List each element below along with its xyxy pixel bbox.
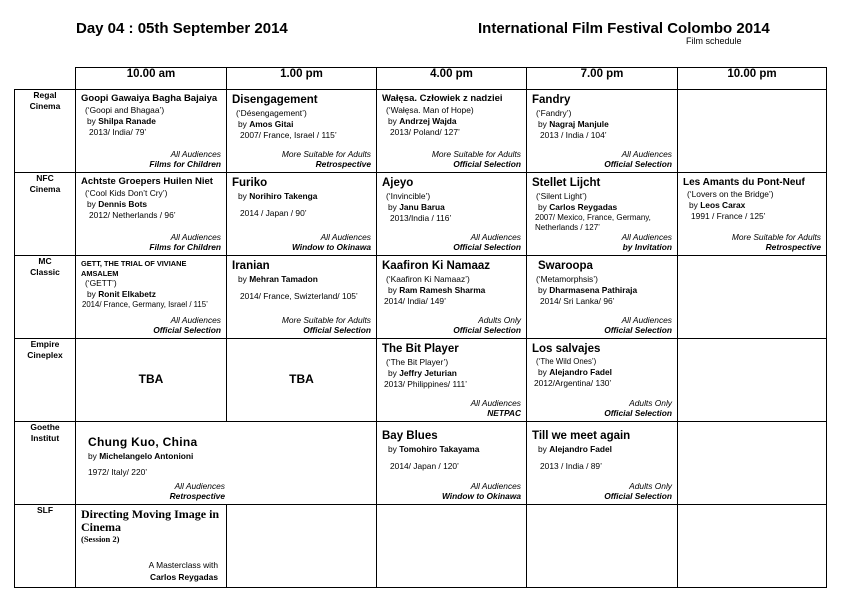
film-director-line: by Norihiro Takenga	[238, 190, 318, 201]
film-audience: Adults Only	[478, 314, 521, 325]
film-cell	[377, 173, 527, 256]
film-section: Retrospective	[315, 158, 371, 169]
film-audience: Adults Only	[629, 397, 672, 408]
schedule-day: Day 04 : 05th September 2014	[76, 20, 288, 37]
film-info: 2014/ Japan / 120’	[390, 460, 459, 471]
film-director: Jeffry Jeturian	[399, 367, 457, 378]
film-info: 2014 / Japan / 90’	[240, 207, 307, 218]
film-audience: All Audiences	[470, 480, 521, 491]
film-alt-title: (‘Invincible’)	[386, 190, 431, 201]
time-slot-5: 10.00 pm	[678, 68, 827, 90]
venue-label: NFC Cinema	[15, 173, 76, 256]
film-info: 2013/ India/ 79’	[89, 127, 147, 138]
film-audience: All Audiences	[621, 231, 672, 242]
film-director-line: by Ronit Elkabetz	[87, 289, 156, 300]
film-title: Los salvajes	[532, 343, 601, 355]
venue-label: MC Classic	[15, 256, 76, 339]
film-section: NETPAC	[487, 407, 521, 418]
film-title: GETT, THE TRIAL OF VIVIANE AMSALEM	[81, 259, 187, 278]
film-info: 2014/ India/ 149’	[384, 295, 446, 306]
film-title: Goopi Gawaiya Bagha Bajaiya	[81, 93, 218, 104]
masterclass-person: Carlos Reygadas	[150, 571, 218, 582]
film-footer	[622, 232, 672, 252]
film-audience: All Audiences	[170, 148, 221, 159]
film-alt-title: (‘Désengagement’)	[236, 107, 307, 118]
film-director-line: by Janu Barua	[388, 201, 445, 212]
film-director: Leos Carax	[700, 199, 746, 210]
film-director-line: by Mehran Tamadon	[238, 273, 318, 284]
film-section: Official Selection	[604, 158, 672, 169]
film-alt-title: (‘GETT’)	[85, 278, 117, 289]
film-alt-title: (‘Silent Light’)	[536, 190, 587, 201]
film-audience: Adults Only	[629, 480, 672, 491]
film-director-line: by Dennis Bots	[87, 199, 148, 210]
film-director: Nagraj Manjule	[549, 118, 609, 129]
film-director-line: by Alejandro Fadel	[538, 367, 613, 378]
film-director-line: by Tomohiro Takayama	[388, 443, 480, 454]
film-director: Andrzej Wajda	[399, 116, 457, 127]
film-cell	[377, 339, 527, 422]
film-cell	[227, 256, 377, 339]
film-audience: All Audiences	[170, 231, 221, 242]
film-director-line: by Leos Carax	[689, 199, 746, 210]
film-section: by Invitation	[622, 241, 672, 252]
film-title: Bay Blues	[382, 430, 438, 442]
film-section: Films for Children	[149, 241, 221, 252]
film-section: Official Selection	[453, 158, 521, 169]
film-footer	[149, 232, 221, 252]
tba-label: TBA	[138, 372, 164, 386]
film-footer	[442, 481, 521, 501]
film-info: 2012/ Netherlands / 96’	[89, 210, 176, 221]
film-alt-title: (‘Metamorphsis’)	[536, 273, 598, 284]
film-title: Furiko	[232, 177, 268, 189]
time-slot-4: 7.00 pm	[527, 68, 678, 90]
masterclass-note: A Masterclass with	[148, 560, 218, 571]
empty-cell	[527, 505, 678, 588]
film-director: Amos Gitai	[249, 118, 294, 129]
film-audience: All Audiences	[621, 148, 672, 159]
film-footer	[604, 315, 672, 335]
film-cell	[377, 422, 527, 505]
film-title: Disengagement	[232, 94, 318, 106]
film-director: Ronit Elkabetz	[98, 289, 156, 300]
film-director-line: by Andrzej Wajda	[388, 116, 457, 127]
film-title: Kaafiron Ki Namaaz	[382, 260, 491, 272]
film-info: 2007/ France, Israel / 115’	[240, 129, 337, 140]
film-director: Mehran Tamadon	[249, 273, 318, 284]
venue-row-goethe	[15, 422, 827, 505]
film-audience: All Audiences	[470, 231, 521, 242]
venue-label: SLF	[15, 505, 76, 588]
film-footer	[604, 481, 672, 501]
film-section: Official Selection	[604, 407, 672, 418]
film-audience: All Audiences	[170, 314, 221, 325]
film-footer	[604, 398, 672, 418]
film-footer	[282, 315, 371, 335]
film-director: Tomohiro Takayama	[399, 443, 480, 454]
film-cell	[527, 339, 678, 422]
film-director-line: by Shilpa Ranade	[87, 116, 156, 127]
empty-cell	[377, 505, 527, 588]
film-section: Official Selection	[303, 324, 371, 335]
film-director-line: by Nagraj Manjule	[538, 118, 609, 129]
film-cell	[678, 173, 827, 256]
venue-label: Regal Cinema	[15, 90, 76, 173]
film-alt-title: (‘Fandry’)	[536, 107, 572, 118]
empty-cell	[678, 90, 827, 173]
film-cell	[377, 256, 527, 339]
film-director: Carlos Reygadas	[549, 201, 618, 212]
masterclass-title: Directing Moving Image in Cinema	[81, 507, 220, 535]
film-cell	[527, 173, 678, 256]
film-info: 1991 / France / 125’	[691, 210, 766, 221]
film-audience: More Suitable for Adults	[281, 314, 371, 325]
film-director: Dennis Bots	[98, 199, 148, 210]
film-info: 1972/ Italy/ 220’	[88, 466, 148, 477]
film-audience: All Audiences	[621, 314, 672, 325]
film-footer	[149, 149, 221, 169]
film-director-line: by Dharmasena Pathiraja	[538, 284, 638, 295]
film-title: Les Amants du Pont-Neuf	[683, 177, 805, 188]
film-section: Official Selection	[604, 324, 672, 335]
film-section: Official Selection	[604, 490, 672, 501]
film-title: Swaroopa	[538, 260, 593, 272]
film-cell	[227, 90, 377, 173]
film-section: Films for Children	[149, 158, 221, 169]
film-cell	[76, 422, 377, 505]
empty-cell	[678, 339, 827, 422]
time-header-row	[15, 68, 827, 90]
film-info: 2014/ France, Germany, Israel / 115’	[82, 300, 208, 310]
film-section: Retrospective	[765, 241, 821, 252]
tba-label: TBA	[289, 372, 314, 386]
film-footer	[153, 315, 221, 335]
film-section: Official Selection	[153, 324, 221, 335]
film-footer	[453, 232, 521, 252]
film-footer	[292, 232, 371, 252]
film-director-line: by Ram Ramesh Sharma	[388, 284, 486, 295]
film-title: Achtste Groepers Huilen Niet	[81, 176, 213, 187]
film-alt-title: (‘Lovers on the Bridge’)	[687, 189, 774, 199]
film-director-line: by Michelangelo Antonioni	[88, 450, 194, 461]
film-cell	[377, 90, 527, 173]
film-info: 2013/ Poland/ 127’	[390, 127, 460, 138]
film-cell	[76, 256, 227, 339]
film-info: 2013 / India / 89’	[540, 460, 602, 471]
time-slot-2: 1.00 pm	[227, 68, 377, 90]
film-director-line: by Jeffry Jeturian	[388, 367, 457, 378]
film-title: Wałęsa. Człowiek z nadziei	[382, 93, 503, 104]
film-title: Till we meet again	[532, 430, 631, 442]
empty-cell	[678, 256, 827, 339]
masterclass-footer	[149, 560, 218, 583]
film-audience: All Audiences	[174, 480, 225, 491]
film-audience: All Audiences	[470, 397, 521, 408]
film-director: Michelangelo Antonioni	[99, 450, 194, 461]
film-alt-title: (‘Kaafiron Ki Namaaz’)	[386, 273, 470, 284]
film-audience: All Audiences	[320, 231, 371, 242]
film-info: 2013 / India / 104’	[540, 129, 607, 140]
film-cell	[227, 173, 377, 256]
venue-row-slf	[15, 505, 827, 588]
film-info: 2007/ Mexico, France, Germany, Netherlands / 127’	[535, 212, 651, 233]
film-footer	[432, 149, 521, 169]
venue-label: Empire Cineplex	[15, 339, 76, 422]
film-audience: More Suitable for Adults	[431, 148, 521, 159]
film-title: Chung Kuo, China	[88, 435, 198, 449]
venue-row-empire	[15, 339, 827, 422]
film-director: Ram Ramesh Sharma	[399, 284, 486, 295]
empty-cell	[227, 505, 377, 588]
corner-cell	[15, 68, 76, 90]
film-alt-title: (‘Goopi and Bhagaa’)	[85, 105, 165, 116]
film-director-line: by Alejandro Fadel	[538, 443, 613, 454]
film-title: Ajeyo	[382, 177, 414, 189]
film-audience: More Suitable for Adults	[731, 231, 821, 242]
film-director-line: by Amos Gitai	[238, 118, 294, 129]
masterclass-session: (Session 2)	[81, 534, 120, 545]
film-alt-title: (‘Cool Kids Don’t Cry’)	[85, 188, 168, 199]
empty-cell	[678, 505, 827, 588]
film-cell	[76, 339, 227, 422]
film-cell	[527, 90, 678, 173]
film-cell	[227, 339, 377, 422]
time-slot-1: 10.00 am	[76, 68, 227, 90]
film-footer	[170, 481, 225, 501]
film-director: Alejandro Fadel	[549, 443, 613, 454]
film-cell	[527, 256, 678, 339]
festival-title: International Film Festival Colombo 2014	[478, 20, 770, 37]
film-director-line: by Carlos Reygadas	[538, 201, 618, 212]
film-director: Janu Barua	[399, 201, 445, 212]
film-info: 2013/India / 116’	[390, 212, 452, 223]
film-info: 2014/ France, Swizterland/ 105’	[240, 290, 358, 301]
film-alt-title: (‘The Bit Player’)	[386, 356, 449, 367]
page-subtitle: Film schedule	[686, 36, 742, 46]
film-title: Stellet Lijcht	[532, 177, 601, 189]
film-alt-title: (‘The Wild Ones’)	[536, 356, 597, 366]
film-director: Norihiro Takenga	[249, 190, 318, 201]
schedule-table	[14, 67, 827, 588]
empty-cell	[678, 422, 827, 505]
film-info: 2012/Argentina/ 130’	[534, 377, 612, 388]
film-footer	[471, 398, 521, 418]
film-section: Window to Okinawa	[441, 490, 521, 501]
film-section: Official Selection	[453, 324, 521, 335]
film-info: 2013/ Philippines/ 111’	[384, 378, 468, 389]
film-footer	[453, 315, 521, 335]
masterclass-cell	[76, 505, 227, 588]
film-audience: More Suitable for Adults	[281, 148, 371, 159]
film-director: Alejandro Fadel	[549, 367, 613, 378]
film-director: Dharmasena Pathiraja	[549, 284, 638, 295]
film-title: Iranian	[232, 260, 270, 272]
film-section: Window to Okinawa	[291, 241, 371, 252]
time-slot-3: 4.00 pm	[377, 68, 527, 90]
film-footer	[282, 149, 371, 169]
film-cell	[527, 422, 678, 505]
venue-row-mc	[15, 256, 827, 339]
film-alt-title: (‘Wałęsa. Man of Hope)	[386, 105, 474, 116]
venue-label: Goethe Institut	[15, 422, 76, 505]
film-info: 2014/ Sri Lanka/ 96’	[540, 295, 615, 306]
film-director: Shilpa Ranade	[98, 116, 156, 127]
film-cell	[76, 173, 227, 256]
film-footer	[732, 232, 821, 252]
film-section: Retrospective	[169, 490, 225, 501]
film-cell	[76, 90, 227, 173]
film-section: Official Selection	[453, 241, 521, 252]
venue-row-regal	[15, 90, 827, 173]
film-footer	[604, 149, 672, 169]
venue-row-nfc	[15, 173, 827, 256]
film-title: The Bit Player	[382, 343, 459, 355]
film-title: Fandry	[532, 94, 571, 106]
